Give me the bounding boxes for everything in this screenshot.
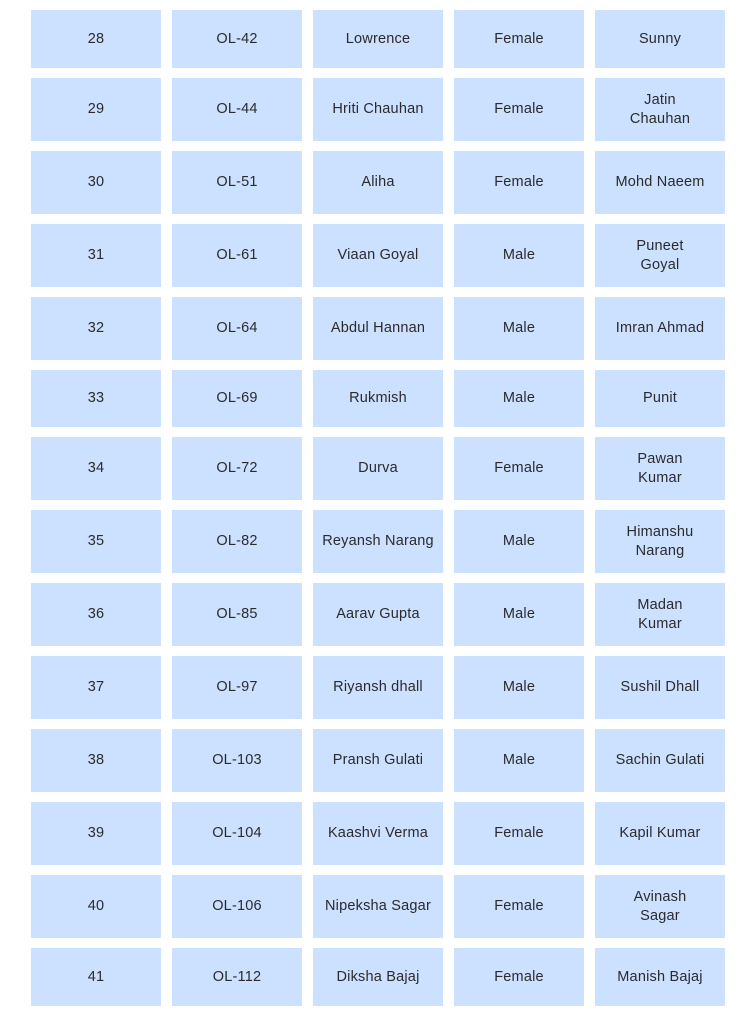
- table-row: [31, 656, 725, 719]
- gender-cell: Male: [454, 297, 584, 360]
- table-row: [31, 802, 725, 865]
- student-id-cell: OL-82: [172, 510, 302, 573]
- table-row: [31, 437, 725, 500]
- guardian-name-cell: Sushil Dhall: [595, 656, 725, 719]
- student-id-cell: OL-85: [172, 583, 302, 646]
- table-row: [31, 510, 725, 573]
- serial-number-cell: 33: [31, 370, 161, 427]
- student-table: [31, 10, 725, 1016]
- guardian-name-cell: Punit: [595, 370, 725, 427]
- serial-number-cell: 38: [31, 729, 161, 792]
- gender-cell: Female: [454, 10, 584, 68]
- student-name-cell: Rukmish: [313, 370, 443, 427]
- table-row: [31, 370, 725, 427]
- guardian-name-cell: Pawan Kumar: [595, 437, 725, 500]
- serial-number-cell: 28: [31, 10, 161, 68]
- gender-cell: Female: [454, 948, 584, 1006]
- serial-number-cell: 34: [31, 437, 161, 500]
- serial-number-cell: 37: [31, 656, 161, 719]
- student-id-cell: OL-112: [172, 948, 302, 1006]
- guardian-name-cell: Madan Kumar: [595, 583, 725, 646]
- student-id-cell: OL-104: [172, 802, 302, 865]
- table-row: [31, 10, 725, 68]
- student-name-cell: Nipeksha Sagar: [313, 875, 443, 938]
- student-name-cell: Diksha Bajaj: [313, 948, 443, 1006]
- table-row: [31, 224, 725, 287]
- serial-number-cell: 40: [31, 875, 161, 938]
- gender-cell: Male: [454, 510, 584, 573]
- student-name-cell: Riyansh dhall: [313, 656, 443, 719]
- student-name-cell: Aarav Gupta: [313, 583, 443, 646]
- student-id-cell: OL-44: [172, 78, 302, 141]
- serial-number-cell: 29: [31, 78, 161, 141]
- guardian-name-cell: Sunny: [595, 10, 725, 68]
- table-row: [31, 729, 725, 792]
- gender-cell: Male: [454, 370, 584, 427]
- table-row: [31, 875, 725, 938]
- student-id-cell: OL-72: [172, 437, 302, 500]
- gender-cell: Female: [454, 875, 584, 938]
- serial-number-cell: 39: [31, 802, 161, 865]
- student-name-cell: Durva: [313, 437, 443, 500]
- guardian-name-cell: Manish Bajaj: [595, 948, 725, 1006]
- serial-number-cell: 35: [31, 510, 161, 573]
- table-row: [31, 78, 725, 141]
- student-name-cell: Kaashvi Verma: [313, 802, 443, 865]
- student-name-cell: Viaan Goyal: [313, 224, 443, 287]
- student-id-cell: OL-69: [172, 370, 302, 427]
- guardian-name-cell: Imran Ahmad: [595, 297, 725, 360]
- table-row: [31, 151, 725, 214]
- student-id-cell: OL-64: [172, 297, 302, 360]
- serial-number-cell: 31: [31, 224, 161, 287]
- gender-cell: Female: [454, 78, 584, 141]
- guardian-name-cell: Avinash Sagar: [595, 875, 725, 938]
- table-row: [31, 948, 725, 1006]
- student-id-cell: OL-103: [172, 729, 302, 792]
- student-name-cell: Hriti Chauhan: [313, 78, 443, 141]
- guardian-name-cell: Jatin Chauhan: [595, 78, 725, 141]
- gender-cell: Female: [454, 151, 584, 214]
- guardian-name-cell: Puneet Goyal: [595, 224, 725, 287]
- student-id-cell: OL-42: [172, 10, 302, 68]
- student-id-cell: OL-61: [172, 224, 302, 287]
- serial-number-cell: 30: [31, 151, 161, 214]
- student-id-cell: OL-106: [172, 875, 302, 938]
- guardian-name-cell: Mohd Naeem: [595, 151, 725, 214]
- guardian-name-cell: Kapil Kumar: [595, 802, 725, 865]
- student-name-cell: Lowrence: [313, 10, 443, 68]
- table-row: [31, 583, 725, 646]
- gender-cell: Female: [454, 437, 584, 500]
- serial-number-cell: 32: [31, 297, 161, 360]
- student-name-cell: Reyansh Narang: [313, 510, 443, 573]
- guardian-name-cell: Sachin Gulati: [595, 729, 725, 792]
- gender-cell: Male: [454, 656, 584, 719]
- student-id-cell: OL-51: [172, 151, 302, 214]
- student-name-cell: Abdul Hannan: [313, 297, 443, 360]
- student-name-cell: Pransh Gulati: [313, 729, 443, 792]
- gender-cell: Female: [454, 802, 584, 865]
- student-name-cell: Aliha: [313, 151, 443, 214]
- gender-cell: Male: [454, 583, 584, 646]
- table-row: [31, 297, 725, 360]
- serial-number-cell: 36: [31, 583, 161, 646]
- guardian-name-cell: Himanshu Narang: [595, 510, 725, 573]
- serial-number-cell: 41: [31, 948, 161, 1006]
- gender-cell: Male: [454, 729, 584, 792]
- student-id-cell: OL-97: [172, 656, 302, 719]
- gender-cell: Male: [454, 224, 584, 287]
